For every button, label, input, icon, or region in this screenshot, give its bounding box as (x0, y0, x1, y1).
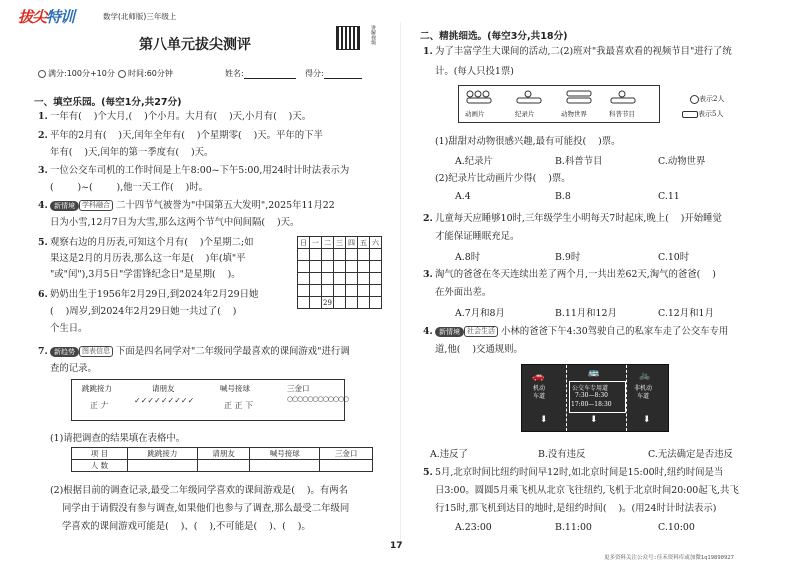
name-field[interactable]: 姓名: (225, 68, 296, 79)
arrow-down-icon: ⬇ (590, 415, 598, 425)
page-number: 17 (390, 541, 403, 551)
picto-legend-5: 表示5人 (682, 109, 723, 119)
q6-cont1: ( )周岁,到2024年2月29日她一共过了( ) (50, 306, 237, 317)
bus-lane-title: 公交车专用道 (572, 385, 609, 392)
q3-cont: ( )~( ),他一天工作( )时。 (50, 182, 209, 193)
q1: 1. 一年有( )个大月,( )个小月。大月有( )天,小月有( )天。 (38, 111, 312, 122)
dot-icon (38, 70, 46, 78)
option[interactable]: B.8 (555, 191, 571, 202)
picto-label: 纪录片 (515, 110, 535, 118)
result-table[interactable]: 项 目 跳跳接力 请朋友 喊号接球 三金口 人 数 (71, 447, 373, 472)
qr-caption: 讲解视频 (370, 25, 376, 45)
blank-cell[interactable] (250, 460, 320, 472)
r-q5-cont2: 行15时,那飞机到达目的地时,是纽约时间( )。(用24时计时法表示) (435, 503, 717, 514)
social-life-badge: 社会生活 (464, 326, 498, 337)
r-q1: 1. 为了丰富学生大课间的活动,二(2)班对"我最喜欢看的视频节目"进行了统 (423, 46, 732, 57)
tally-mark: 正 正 下 (224, 401, 254, 410)
blank-cell[interactable] (197, 460, 250, 472)
road-lane-sign (521, 364, 669, 432)
tally-mark: ✓✓✓✓✓✓✓✓✓ (134, 396, 195, 405)
picto-label: 动物世界 (561, 110, 587, 118)
q4: 4. 新情境 学科融合 二十四节气被誉为"中国第五大发明",2025年11月22 (38, 200, 335, 211)
r-q5: 5. 5月,北京时间比纽约时间早12时,如北京时间是15:00时,纽约时间是当 (423, 467, 724, 478)
q7-2-cont2: 学喜欢的课间游戏可能是( )、( ),不可能是( )、( )。 (62, 521, 311, 532)
r-q4-cont: 道,他( )交通规则。 (435, 344, 523, 355)
page-title: 第八单元拔尖测评 (139, 37, 251, 53)
option[interactable]: A.7月和8月 (455, 308, 505, 319)
footer-note: 更多资料关注公众号:佳禾资料库或加微1q19890927 (604, 555, 734, 561)
q7-1: (1)请把调查的结果填在表格中。 (50, 433, 186, 444)
r-q3: 3. 淘气的爸爸在冬天连续出差了两个月,一共出差62天,淘气的爸爸( ) (423, 269, 716, 280)
q7-cont: 查的记录。 (50, 363, 97, 374)
option[interactable]: C.10:00 (658, 522, 695, 533)
bus-lane-time: 7:30—8:30 (575, 392, 608, 399)
score-field[interactable]: 得分: (305, 68, 362, 79)
q6-cont2: 个生日。 (50, 323, 88, 334)
arrow-down-icon: ⬇ (540, 415, 548, 425)
q7: 7. 新趋势 图表信息 下面是四名同学对"二年级同学最喜欢的课间游戏"进行调 (38, 346, 350, 357)
option[interactable]: A.8时 (455, 252, 481, 263)
bus-icon: 🚌 (588, 368, 600, 378)
tally-record-box: 跳跳接力 请朋友 喊号接球 三金口 正 𠂇 ✓✓✓✓✓✓✓✓✓ 正 正 下 ○○○○○○○○○○○○ (71, 379, 345, 421)
q5-cont2: "或"闰"),3月5日"学雷锋纪念日"是星期( )。 (50, 269, 241, 280)
section-1-heading: 一、填空乐园。(每空1分,共27分) (34, 97, 182, 108)
option[interactable]: B.11:00 (555, 522, 592, 533)
lane-label: 非机动 车道 (634, 385, 653, 400)
r-q2: 2. 儿童每天应睡够10时,三年级学生小明每天7时起床,晚上( )开始睡觉 (423, 213, 722, 224)
option[interactable]: A.4 (455, 191, 471, 202)
r-q1-2: (2)纪录片比动画片少得( )票。 (435, 173, 571, 184)
option[interactable]: A.纪录片 (455, 156, 493, 167)
full-score: 满分:100分+10分 (38, 68, 115, 79)
r-q2-cont: 才能保证睡眠充足。 (435, 231, 520, 242)
q5: 5. 观察右边的月历表,可知这个月有( )个星期二;如 (38, 237, 254, 248)
calendar-table: 日 一 二 三 四 五 六 29 (297, 236, 382, 309)
subject-label: 数学(北师版)三年级上 (103, 12, 177, 21)
tally-mark: 正 𠂇 (90, 401, 109, 410)
r-q1-cont: 计。(每人只投1票) (435, 66, 514, 77)
bicycle-icon: 🚲 (639, 371, 651, 381)
option[interactable]: B.9时 (555, 252, 581, 263)
option[interactable]: B.科普节目 (555, 156, 603, 167)
option[interactable]: C.12月和1月 (658, 308, 714, 319)
option[interactable]: C.无法确定是否违反 (648, 449, 733, 460)
chart-info-badge: 图表信息 (79, 346, 113, 357)
q6: 6. 奶奶出生于1956年2月29日,到2024年2月29日她 (38, 289, 259, 300)
bar-icon (682, 111, 698, 118)
new-trend-badge: 新趋势 (50, 347, 79, 357)
option[interactable]: C.动物世界 (658, 156, 706, 167)
option[interactable]: C.10时 (658, 252, 690, 263)
r-q5-cont1: 日3:00。圆圆5月乘飞机从北京飞往纽约,飞机于北京时间20:00起飞,共飞 (435, 485, 739, 496)
calendar-day-29: 29 (323, 298, 332, 307)
subject-fusion-badge: 学科融合 (79, 200, 113, 211)
r-q3-cont: 在外面出差。 (435, 287, 492, 298)
clock-icon (118, 70, 126, 78)
brand-logo: 拔尖特训 (18, 8, 75, 26)
q7-2: (2)根据目前的调查记录,最受二年级同学喜欢的课间游戏是( )。有两名 (50, 485, 349, 496)
q2: 2. 平年的2月有( )天,闰年全年有( )个星期零( )天。平年的下半 (38, 130, 323, 141)
picto-legend-2: 表示2人 (690, 94, 724, 104)
time-limit: 时间:60分钟 (118, 68, 173, 79)
q2-cont: 年有( )天,闰年的第一季度有( )天。 (50, 147, 214, 158)
q7-2-cont1: 同学由于请假没有参与调查,如果他们也参与了调查,那么最受二年级同 (62, 503, 350, 514)
bus-lane-time: 17:00—18:30 (571, 401, 612, 408)
pictograph (458, 85, 660, 123)
option[interactable]: A.违反了 (430, 449, 468, 460)
car-icon: 🚗 (532, 371, 545, 382)
option[interactable]: A.23:00 (455, 522, 492, 533)
q5-cont1: 果这是2月的月历表,那么这一年是( )年(填"平 (50, 253, 246, 264)
option[interactable]: B.11月和12月 (555, 308, 617, 319)
option[interactable]: C.11 (658, 191, 680, 202)
circle-icon (690, 95, 699, 104)
q3: 3. 一位公交车司机的工作时间是上午8:00~下午5:00,用24时计时法表示为 (38, 165, 350, 176)
lane-label: 机动 车道 (533, 385, 546, 400)
new-context-badge: 新情境 (435, 327, 464, 337)
tally-mark: ○○○○○○○○○○○○ (287, 395, 349, 403)
blank-cell[interactable] (128, 460, 198, 472)
r-q1-1: (1)甜甜对动物很感兴趣,最有可能投( )票。 (435, 136, 621, 147)
r-q4: 4. 新情境 社会生活 小林的爸爸下午4:30驾驶自己的私家车走了公交车专用 (423, 326, 729, 337)
picto-label: 动画片 (465, 110, 485, 118)
picto-label: 科普节目 (609, 110, 635, 118)
blank-cell[interactable] (320, 460, 373, 472)
option[interactable]: B.没有违反 (538, 449, 586, 460)
arrow-down-icon: ⬇ (643, 415, 651, 425)
q4-cont: 日为小雪,12月7日为大雪,那么这两个节气中间间隔( )天。 (50, 217, 300, 228)
column-divider (400, 22, 401, 542)
new-context-badge: 新情境 (50, 201, 79, 211)
section-2-heading: 二、精挑细选。(每空3分,共18分) (420, 31, 568, 42)
